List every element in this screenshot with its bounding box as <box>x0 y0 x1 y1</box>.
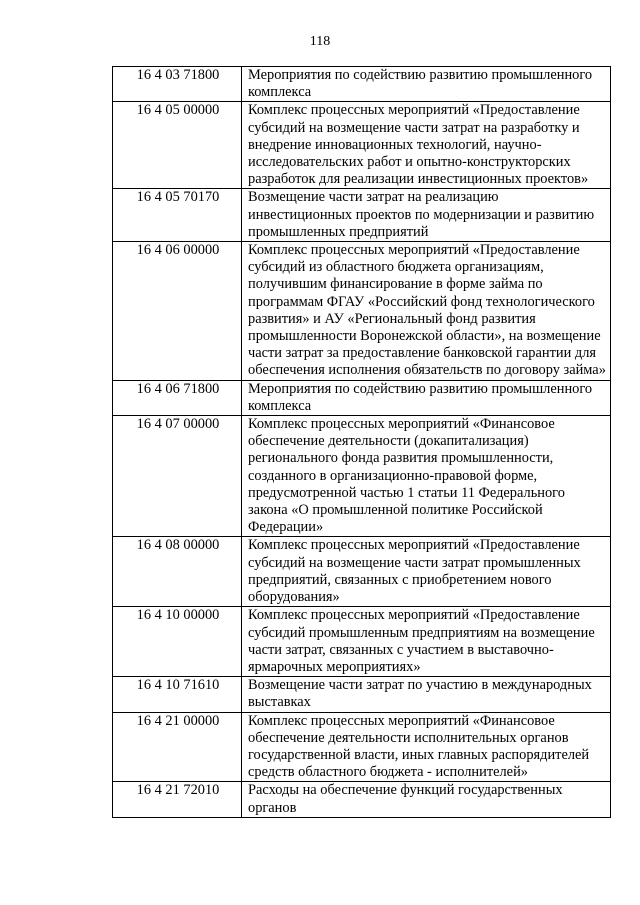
row-code: 16 4 08 00000 <box>113 537 242 607</box>
table-row <box>113 380 611 415</box>
table-row <box>113 242 611 381</box>
row-description: Комплекс процессных мероприятий «Финансовое обеспечение деятельности (докапитализация) регионального фонда развития промышленности, созданного в организационно-правовой форме, предусмотренной частью 1 статьи 11 Федерального закона «О промышленной политике Российской Федерации» <box>242 416 611 537</box>
row-description: Возмещение части затрат на реализацию инвестиционных проектов по модернизации и развитию промышленных предприятий <box>242 189 611 242</box>
table-row <box>113 537 611 607</box>
row-code: 16 4 21 00000 <box>113 712 242 782</box>
table-row <box>113 102 611 189</box>
table-row <box>113 712 611 782</box>
row-code: 16 4 03 71800 <box>113 67 242 102</box>
row-description: Комплекс процессных мероприятий «Предоставление субсидий из областного бюджета организациям, получившим финансирование в форме займа по программам ФГАУ «Российский фонд технологического развития» и АУ «Региональный фонд развития промышленности Воронежской области», на возмещение части затрат за предоставление банковской гарантии для обеспечения исполнения обязательств по договору займа» <box>242 242 611 381</box>
row-code: 16 4 21 72010 <box>113 782 242 817</box>
row-description: Комплекс процессных мероприятий «Финансовое обеспечение деятельности исполнительных органов государственной власти, иных главных распорядителей средств областного бюджета - исполнителей» <box>242 712 611 782</box>
row-description: Комплекс процессных мероприятий «Предоставление субсидий промышленным предприятиям на возмещение части затрат, связанных с участием в выставочно-ярмарочных мероприятиях» <box>242 607 611 677</box>
row-description: Мероприятия по содействию развитию промышленного комплекса <box>242 380 611 415</box>
row-code: 16 4 06 00000 <box>113 242 242 381</box>
row-description: Расходы на обеспечение функций государственных органов <box>242 782 611 817</box>
page-number: 118 <box>309 34 331 49</box>
table-row <box>113 67 611 102</box>
row-description: Комплекс процессных мероприятий «Предоставление субсидий на возмещение части затрат промышленных предприятий, связанных с приобретением нового оборудования» <box>242 537 611 607</box>
row-description: Мероприятия по содействию развитию промышленного комплекса <box>242 67 611 102</box>
budget-code-table <box>112 66 611 818</box>
row-code: 16 4 06 71800 <box>113 380 242 415</box>
row-code: 16 4 10 00000 <box>113 607 242 677</box>
row-code: 16 4 07 00000 <box>113 416 242 537</box>
row-description: Возмещение части затрат по участию в международных выставках <box>242 677 611 712</box>
table-row <box>113 782 611 817</box>
table-row <box>113 677 611 712</box>
row-code: 16 4 05 00000 <box>113 102 242 189</box>
row-code: 16 4 05 70170 <box>113 189 242 242</box>
row-code: 16 4 10 71610 <box>113 677 242 712</box>
row-description: Комплекс процессных мероприятий «Предоставление субсидий на возмещение части затрат на разработку и внедрение инновационных технологий, научно-исследовательских работ и опытно-конструкторских разработок для реализации инвестиционных проектов» <box>242 102 611 189</box>
table-row <box>113 189 611 242</box>
table-row <box>113 607 611 677</box>
table-row <box>113 416 611 537</box>
